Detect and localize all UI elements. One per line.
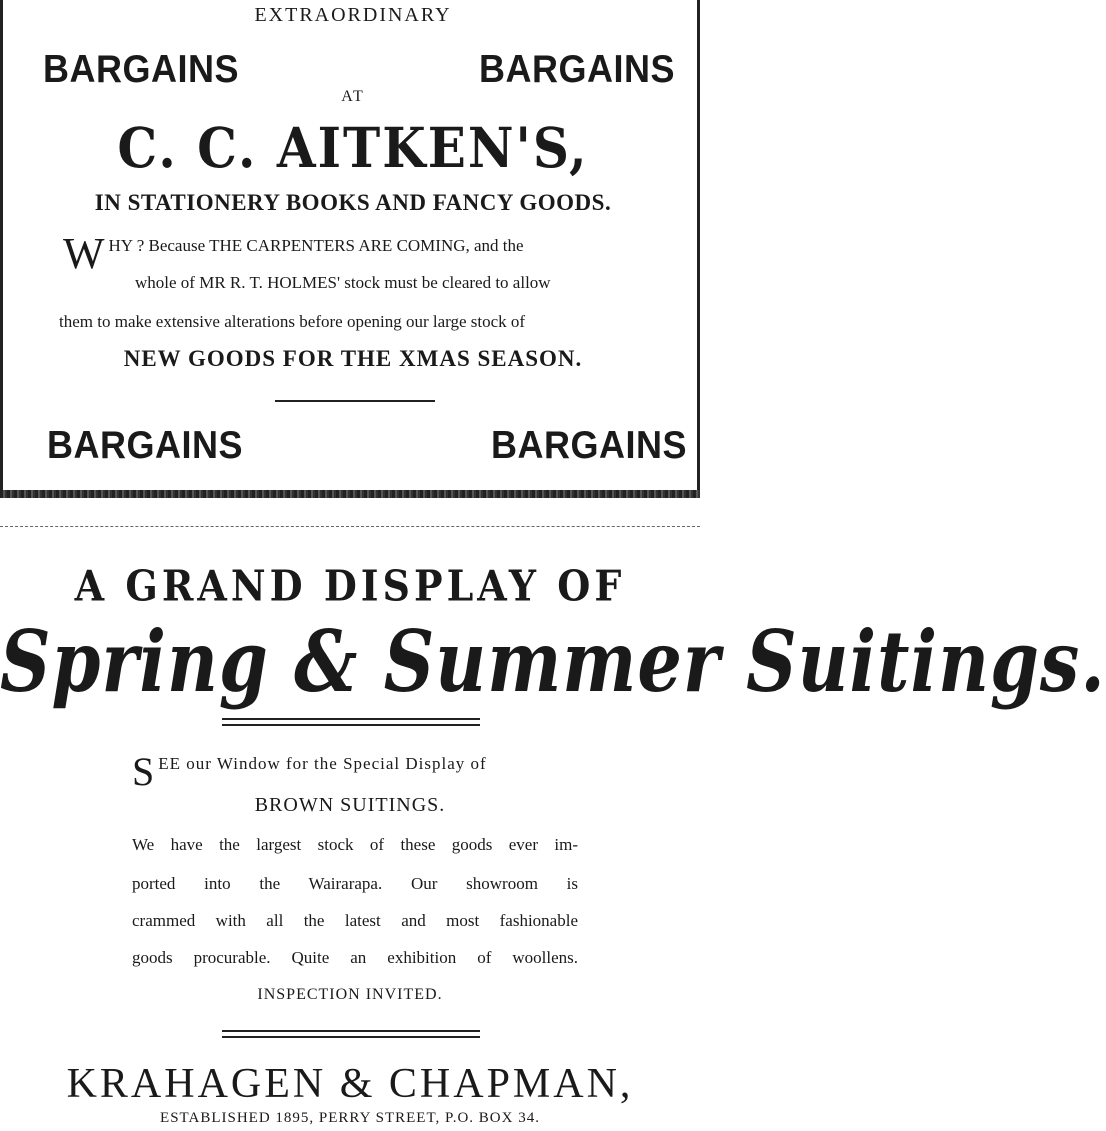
body-line-1: We have the largest stock of these goods ever im-	[132, 835, 578, 854]
brown-suitings-subhead: BROWN SUITINGS.	[254, 794, 446, 816]
body-line-2: ported into the Wairarapa. Our showroom is	[132, 874, 578, 893]
firm-address-footer: ESTABLISHED 1895, PERRY STREET, P.O. BOX 34.	[160, 1110, 540, 1126]
why-line-1: HY ? Because THE CARPENTERS ARE COMING, and the	[108, 236, 524, 255]
firm-name: KRAHAGEN & CHAPMAN,	[66, 1061, 634, 1107]
why-paragraph	[63, 229, 643, 278]
double-rule-bottom	[222, 1030, 480, 1038]
body-line-4: goods procurable. Quite an exhibition of woollens.	[132, 948, 578, 967]
double-rule-top	[222, 718, 480, 726]
xmas-headline: NEW GOODS FOR THE XMAS SEASON.	[123, 346, 583, 371]
dropcap-s: S	[132, 749, 155, 794]
spring-summer-title: Spring & Summer Suitings.	[0, 611, 1106, 712]
grand-display-heading: A GRAND DISPLAY OF	[74, 560, 626, 611]
divider-rule	[275, 400, 435, 402]
category-line: IN STATIONERY BOOKS AND FANCY GOODS.	[94, 190, 612, 215]
bargains-bottom-left: BARGAINS	[47, 422, 244, 467]
inspection-invited: INSPECTION INVITED.	[257, 986, 443, 1003]
bargains-top-left: BARGAINS	[43, 46, 240, 91]
thin-separator-rule	[0, 526, 700, 527]
dropcap-w: W	[63, 229, 105, 278]
kicker-text: EXTRAORDINARY	[254, 4, 452, 26]
store-name: C. C. AITKEN'S,	[117, 115, 589, 180]
why-line-3: them to make extensive alterations before opening our large stock of	[59, 312, 526, 331]
heavy-border-rule	[0, 490, 700, 498]
why-line-2: whole of MR R. T. HOLMES' stock must be cleared to allow	[135, 273, 551, 292]
see-paragraph	[132, 749, 487, 794]
bargains-top-right: BARGAINS	[479, 46, 676, 91]
advertisement-aitken	[0, 0, 700, 497]
at-text: AT	[341, 88, 365, 105]
body-line-3: crammed with all the latest and most fashionable	[132, 911, 578, 930]
bargains-bottom-right: BARGAINS	[491, 422, 688, 467]
see-line-1: EE our Window for the Special Display of	[158, 754, 487, 773]
